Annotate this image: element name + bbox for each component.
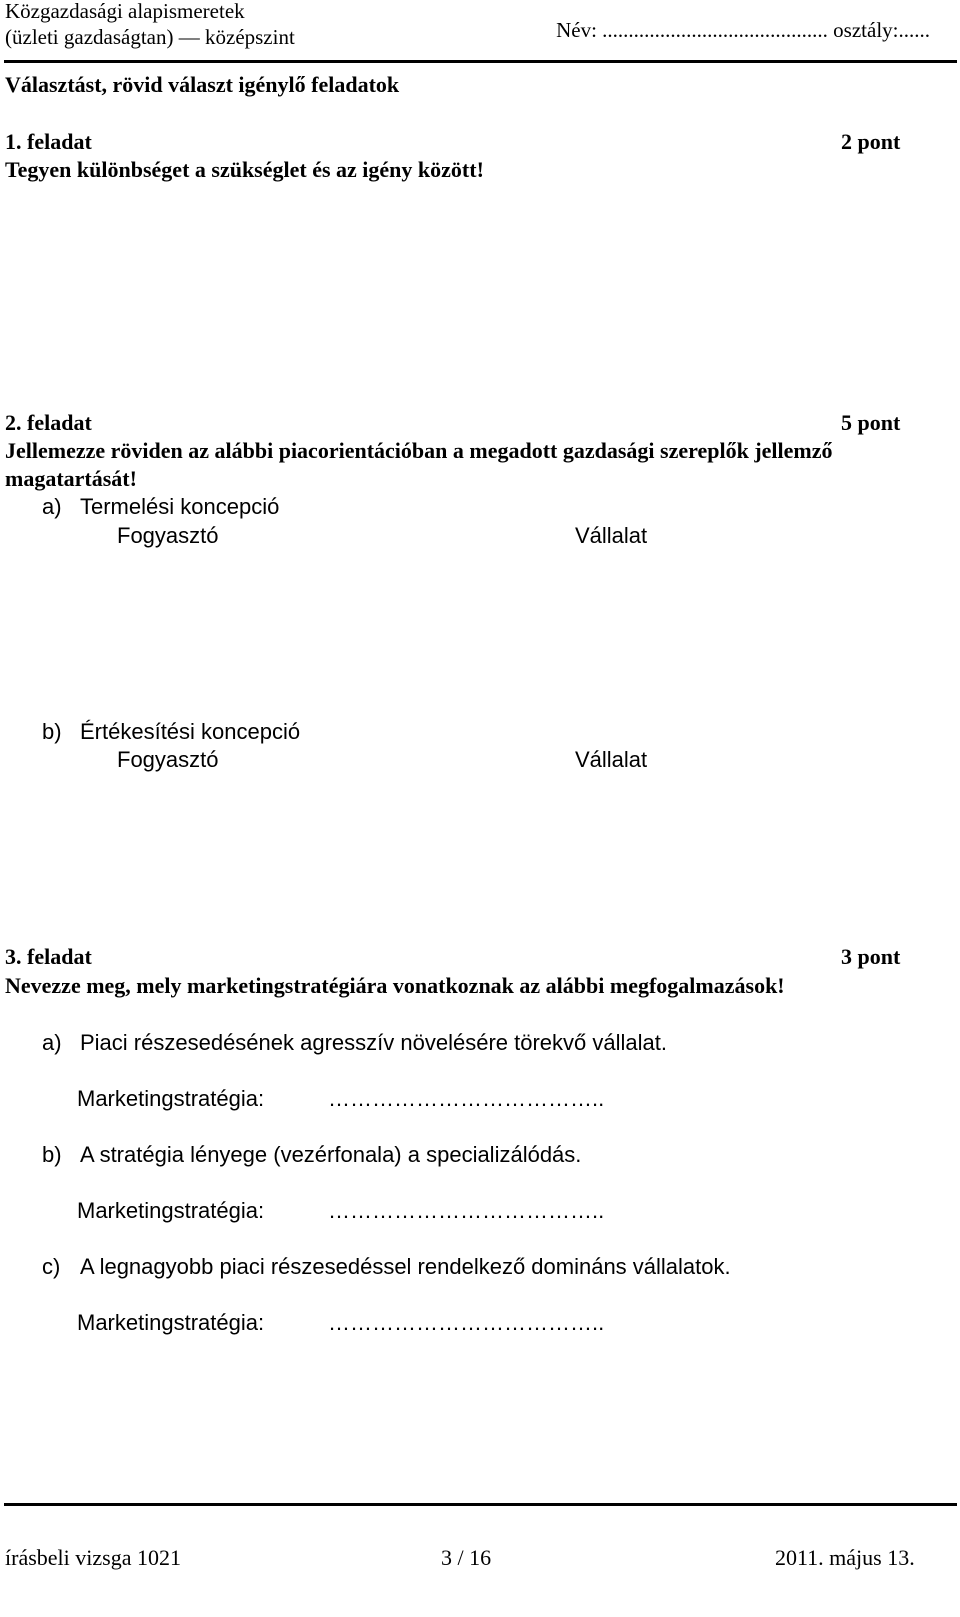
name-class-field: Név: ........................................... osztály:...... [556,18,930,42]
task3c-marker: c) [42,1254,61,1279]
task2b-company: Vállalat [575,747,648,772]
footer-page-number: 3 / 16 [441,1545,492,1570]
task1-points: 2 pont [841,129,901,154]
task2a-company: Vállalat [575,523,648,548]
task3a-text: Piaci részesedésének agresszív növelésére törekvő vállalat. [80,1030,667,1055]
task3-points: 3 pont [841,944,901,969]
task2b-consumer: Fogyasztó [117,747,219,772]
task3b-answer-label: Marketingstratégia: [77,1198,265,1223]
subject-level: (üzleti gazdaságtan) — középszint [5,25,295,49]
footer-date: 2011. május 13. [775,1545,915,1570]
header-rule [4,60,957,63]
task3-prompt: Nevezze meg, mely marketingstratégiára vonatkoznak az alábbi megfogalmazások! [5,973,785,998]
task2a-consumer: Fogyasztó [117,523,219,548]
task3b-marker: b) [42,1142,62,1167]
task3c-answer-dots: ……………………………….. [328,1310,605,1335]
footer-rule [4,1503,957,1506]
task2-prompt-line1: Jellemezze röviden az alábbi piacorientációban a megadott gazdasági szereplők jellemző [5,438,833,463]
subject-title: Közgazdasági alapismeretek [5,0,245,23]
task3a-answer-label: Marketingstratégia: [77,1086,265,1111]
task2-points: 5 pont [841,410,901,435]
task2-label: 2. feladat [5,410,92,435]
task2a-marker: a) [42,494,62,519]
task2a-title: Termelési koncepció [80,494,280,519]
footer-exam-id: írásbeli vizsga 1021 [5,1545,181,1570]
task3b-answer-dots: ……………………………….. [328,1198,605,1223]
task1-prompt: Tegyen különbséget a szükséglet és az igény között! [5,157,484,182]
task3c-answer-label: Marketingstratégia: [77,1310,265,1335]
task1-label: 1. feladat [5,129,92,154]
task2-prompt-line2: magatartását! [5,466,137,491]
task3c-text: A legnagyobb piaci részesedéssel rendelkező domináns vállalatok. [80,1254,731,1279]
task3a-answer-dots: ……………………………….. [328,1086,605,1111]
task3b-text: A stratégia lényege (vezérfonala) a specializálódás. [80,1142,582,1167]
section-title: Választást, rövid választ igénylő feladatok [5,72,400,97]
task3-label: 3. feladat [5,944,92,969]
task2b-title: Értékesítési koncepció [80,719,301,744]
task3a-marker: a) [42,1030,62,1055]
task2b-marker: b) [42,719,62,744]
